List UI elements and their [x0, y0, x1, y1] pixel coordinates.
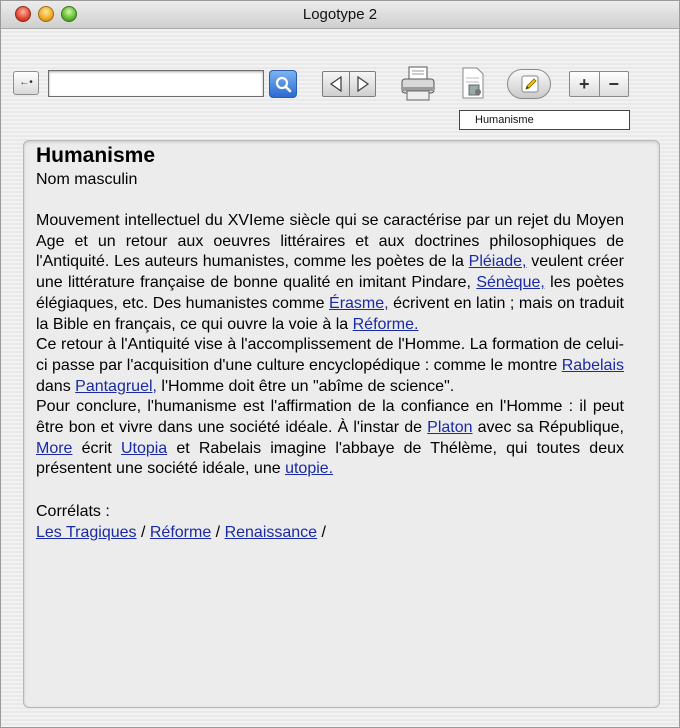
correlats-label: Corrélats : — [36, 503, 110, 521]
separator: / — [317, 523, 326, 541]
document-icon — [459, 66, 487, 100]
text: les poètes élégiaques, etc. Des humanistes comme — [36, 274, 624, 312]
link-rabelais[interactable]: Rabelais — [561, 356, 624, 374]
link-platon[interactable]: Platon — [427, 419, 473, 437]
back-button[interactable]: ←• — [13, 71, 39, 95]
link-reforme[interactable]: Réforme. — [352, 315, 419, 333]
entry-title: Humanisme — [36, 144, 156, 167]
title-bar — [1, 1, 679, 29]
text: l'Homme doit être un "abîme de science". — [156, 377, 455, 395]
search-input[interactable] — [48, 70, 264, 97]
previous-button[interactable] — [323, 72, 349, 96]
magnifier-icon — [274, 75, 292, 93]
document-button[interactable] — [459, 66, 487, 105]
current-term-field: Humanisme — [459, 110, 630, 130]
window-title: Logotype 2 — [302, 6, 378, 23]
entry-definition — [36, 211, 624, 480]
link-pantagruel[interactable]: Pantagruel, — [75, 377, 157, 395]
separator: / — [211, 523, 225, 541]
separator: / — [136, 523, 150, 541]
link-utopie[interactable]: utopie. — [285, 460, 334, 478]
link-pleiade[interactable]: Pléiade, — [468, 253, 527, 271]
link-seneque[interactable]: Sénèque, — [476, 274, 545, 292]
link-renaissance[interactable]: Renaissance — [224, 523, 318, 541]
text: veulent créer une littérature française de bonne qualité en imitant Pindare, — [36, 253, 625, 292]
text: Ce retour à l'Antiquité vise à l'accomplissement de l'Homme. La formation de celui-ci passe par l'acquisition d'une culture encyclopédique : comme le montre — [36, 336, 624, 374]
pencil-note-icon — [521, 75, 539, 93]
next-button[interactable] — [349, 72, 376, 96]
link-les-tragiques[interactable]: Les Tragiques — [36, 523, 137, 541]
print-button[interactable] — [399, 65, 437, 108]
text: écrit — [72, 439, 121, 457]
link-more[interactable]: More — [36, 439, 73, 457]
link-erasme[interactable]: Érasme, — [329, 294, 389, 312]
paragraph-3 — [36, 397, 624, 480]
text: et Rabelais imagine l'abbaye de Thélème, qui toutes deux présentent une société idéale, une — [36, 439, 624, 478]
text: écrivent en latin ; mais on traduit la Bible en français, ce qui ouvre la voie à la — [36, 294, 625, 333]
paragraph-2 — [36, 335, 624, 397]
edit-button[interactable] — [507, 69, 551, 99]
entry-grammatical-category: Nom masculin — [36, 171, 138, 188]
link-utopia[interactable]: Utopia — [120, 439, 168, 457]
text: dans — [36, 377, 76, 395]
link-reforme-correlat[interactable]: Réforme — [149, 523, 212, 541]
triangle-right-icon — [356, 76, 370, 92]
correlats-links — [36, 523, 646, 544]
zoom-out-button[interactable]: − — [599, 72, 629, 96]
printer-icon — [399, 65, 437, 103]
text: Mouvement intellectuel du XVIeme siècle qui se caractérise par un rejet du Moyen Age et un retour aux oeuvres littéraires et aux doctrines philosophiques de l'Antiquité. Les auteurs humanistes, comme les poètes de la — [36, 212, 624, 271]
text: Pour conclure, l'humanisme est l'affirmation de la confiance en l'Homme : il peut être bon et vivre dans une société idéale. À l'instar de — [36, 398, 624, 437]
paragraph-1 — [36, 211, 624, 335]
text: avec sa République, — [472, 419, 624, 437]
zoom-controls — [569, 71, 629, 97]
triangle-left-icon — [329, 76, 343, 92]
definition-panel — [23, 140, 660, 708]
history-nav — [322, 71, 376, 97]
correlats-section — [36, 502, 646, 543]
zoom-in-button[interactable]: + — [578, 74, 590, 94]
search-button[interactable] — [269, 70, 297, 98]
